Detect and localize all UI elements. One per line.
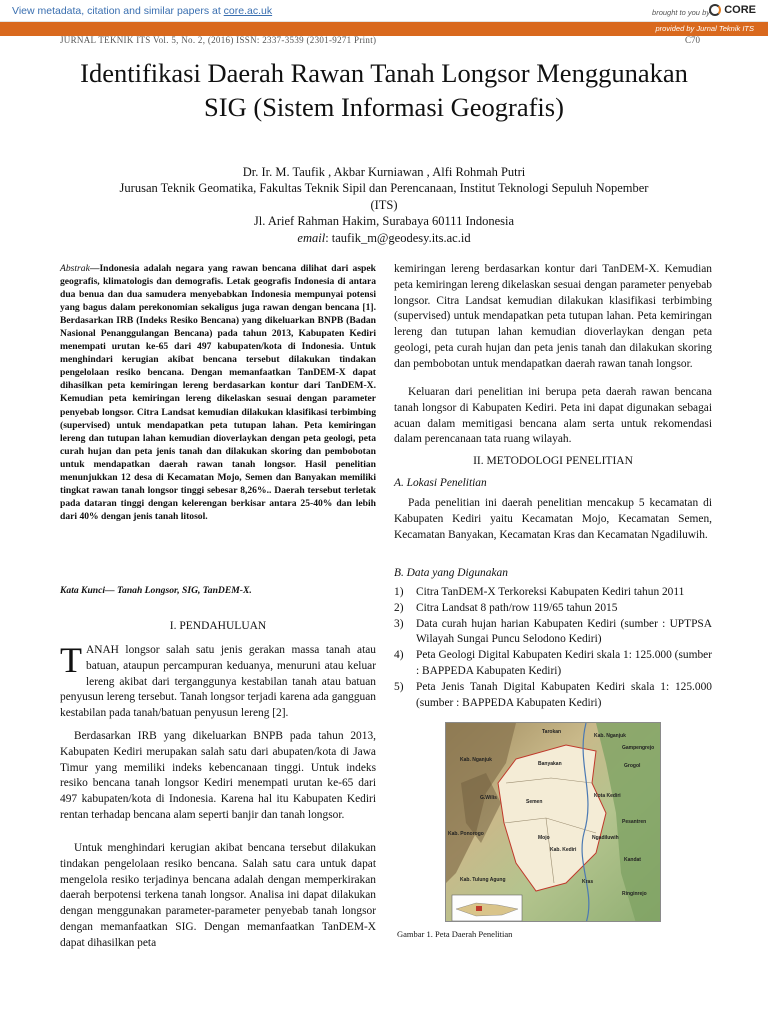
- paper-authors: Dr. Ir. M. Taufik , Akbar Kurniawan , Alfi Rohmah Putri: [242, 165, 526, 179]
- core-logo[interactable]: CORE: [709, 4, 756, 16]
- map-label: Mojo: [538, 835, 550, 841]
- paragraph-continued: kemiringan lereng berdasarkan kontur dari TanDEM-X. Kemudian peta kemiringan lereng dikelaskan sesuai dengan parameter penyebab longsor. Citra Landsat kemudian dilakukan klasifikasi terbimbing (supervised) untuk mendapatkan peta tutupan lahan. Peta kemiringan lereng dan tutupan lahan kemudian dioverlaykan dengan peta geologi, peta curah hujan dan peta jenis tanah dan dilakukan skoring dan pembobotan untuk mendapatkan daerah rawan tanah longsor.: [394, 263, 712, 370]
- map-label: Kras: [582, 879, 594, 885]
- figure-caption: Gambar 1. Peta Daerah Penelitian: [397, 929, 513, 939]
- provided-by-bar: [0, 22, 768, 36]
- list-item: 3) Data curah hujan harian Kabupaten Kediri (sumber : UPTPSA Wilayah Sungai Puncu Selodono Kediri): [394, 617, 712, 646]
- list-item: 5) Peta Jenis Tanah Digital Kabupaten Kediri skala 1: 125.000 (sumber : BAPPEDA Kabupaten Kediri): [394, 680, 712, 709]
- map-label: Kab. Nganjuk: [460, 757, 492, 763]
- map-label: Kota Kediri: [594, 793, 621, 799]
- section-heading-metodologi: II. METODOLOGI PENELITIAN: [473, 455, 633, 467]
- map-label: Gampengrejo: [622, 745, 655, 751]
- drop-cap: T: [60, 640, 82, 680]
- list-item: 2) Citra Landsat 8 path/row 119/65 tahun 2015: [394, 601, 618, 614]
- map-label: Semen: [526, 799, 543, 805]
- map-label: Pesantren: [622, 819, 647, 825]
- map-label: G.Wilis: [480, 795, 497, 801]
- core-banner: [0, 0, 768, 22]
- paper-email: email: taufik_m@geodesy.its.ac.id: [297, 231, 471, 245]
- paragraph-kerugian: Untuk menghindari kerugian akibat bencana tersebut dilakukan tindakan pengelolaan resiko bencana. Salah satu cara untuk dapat mengelola resiko terjadinya bencana adalah dengan memperkirakan daerah berpotensi terkena tanah longsor. Analisa ini dapat dilakukan dengan menggunakan parameter-parameter penyebab tanah longsor dengan memanfaatkan SIG. Dengan memanfaatkan TanDEM-X dapat dihasilkan peta: [60, 842, 376, 949]
- keywords: Kata Kunci— Tanah Longsor, SIG, TanDEM-X.: [60, 585, 252, 596]
- map-label: Kab. Nganjuk: [594, 733, 626, 739]
- map-label: Kandat: [624, 857, 641, 863]
- paragraph-intro: TANAH longsor salah satu jenis gerakan massa tanah atau batuan, ataupun percampuran keduanya, menuruni atau keluar lereng akibat dari terganggunya kestabilan tanah atau batuan penyusun lereng tersebut. Tanah longsor terjadi karena ada gangguan kestabilan pada tanah/batuan penyusun lereng [2].: [60, 640, 376, 720]
- paper-address: Jl. Arief Rahman Hakim, Surabaya 60111 Indonesia: [253, 214, 515, 228]
- paper-title: Identifikasi Daerah Rawan Tanah Longsor Menggunakan SIG (Sistem Informasi Geografis): [80, 58, 688, 122]
- journal-header: JURNAL TEKNIK ITS Vol. 5, No. 2, (2016) ISSN: 2337-3539 (2301-9271 Print): [60, 35, 377, 45]
- page-number: C70: [684, 35, 700, 45]
- provided-by-link[interactable]: provided by Jurnal Teknik ITS: [655, 24, 754, 33]
- paragraph-irb: Berdasarkan IRB yang dikeluarkan BNPB pada tahun 2013, Kabupaten Kediri merupakan salah satu dari abupaten/kota di Jawa Timur yang memiliki indeks kebencanaan tinggi. Untuk indeks resiko bencana tanah longsor Kediri menempati urutan ke-65 dari 497 kabupaten/kota di Indonesia. Karena hal itu Kabupaten Kediri rentan terhadap bencana alam seperti banjir dan tanah longsor.: [60, 730, 376, 821]
- core-logo-icon: [709, 4, 721, 16]
- section-heading-pendahuluan: I. PENDAHULUAN: [169, 620, 267, 632]
- brought-by-text: brought to you by: [652, 8, 710, 17]
- subsection-data: B. Data yang Digunakan: [394, 567, 508, 579]
- subsection-lokasi: A. Lokasi Penelitian: [394, 477, 487, 489]
- data-list: [394, 585, 712, 711]
- core-metadata-link[interactable]: View metadata, citation and similar papers at core.ac.uk: [12, 5, 273, 17]
- list-item: 1) Citra TanDEM-X Terkoreksi Kabupaten Kediri tahun 2011: [394, 586, 685, 598]
- paragraph-lokasi: Pada penelitian ini daerah penelitian mencakup 5 kecamatan di Kabupaten Kediri yaitu Kecamatan Mojo, Kecamatan Semen, Kecamatan Banyakan, Kecamatan Kras dan Kecamatan Ngadiluwih.: [394, 497, 712, 541]
- abstract: Abstrak—Indonesia adalah negara yang rawan bencana dilihat dari aspek geografis, klimatologis dan demografis. Letak geografis Indonesia di antara dua benua dan dua samudera menyebabkan Indonesia mempunyai potensi yang bagus dalam perekonomian sekaligus juga rawan dengan bencana [1]. Berdasarkan IRB (Indeks Resiko Bencana) yang dikeluarkan BNPB (Badan Nasional Penanggulangan Bencana) pada tahun 2013, Kabupaten Kediri menempati urutan ke-65 dari 497 kabupaten/kota di Indonesia. Untuk menghindari kerugian akibat bencana tersebut dilakukan tindakan pengelolaan resiko bencana. Dengan memanfaatkan TanDEM-X dapat dihasilkan peta kemiringan lereng berdasarkan kontur dari TanDEM-X. Kemudian peta kemiringan lereng dikelaskan sesuai dengan parameter penyebab longsor. Citra Landsat kemudian dilakukan klasifikasi terbimbing (supervised) untuk mendapatkan peta tutupan lahan. Peta kemiringan lereng dan tutupan lahan kemudian dioverlaykan dengan peta geologi, peta curah hujan dan peta jenis tanah dan dilakukan skoring dan pembobotan untuk mendapatkan daerah rawan tanah longsor. Hasil penelitian menunjukkan 12 desa di Kecamatan Mojo, Semen dan Banyakan memiliki tingkat rawan tanah longsor tinggi sebesar 8,26%.. Daerah tersebut terletak pada dataran tinggi dengan kelerengan berkisar antara 25-40% dan lebih dari 40% dengan jenis tanah litosol.: [60, 263, 376, 522]
- paper-affiliation: Jurusan Teknik Geomatika, Fakultas Teknik Sipil dan Perencanaan, Institut Teknologi Sepuluh Nopember (ITS): [119, 181, 649, 212]
- paragraph-keluaran: Keluaran dari penelitian ini berupa peta daerah rawan bencana tanah longsor di Kabupaten Kediri. Peta ini dapat digunakan sebagai acuan dalam memitigasi bencana alam serta untuk rekomendasi dalam perencanaan tata ruang wilayah.: [394, 386, 712, 446]
- map-label: Kab. Kediri: [550, 847, 577, 853]
- map-label: Ngadiluwih: [592, 835, 619, 841]
- list-item: 4) Peta Geologi Digital Kabupaten Kediri skala 1: 125.000 (sumber : BAPPEDA Kabupaten Kediri): [394, 649, 712, 677]
- map-label: Ringinrejo: [622, 891, 647, 897]
- map-label: Kab. Tulung Agung: [460, 877, 506, 883]
- map-label: Grogol: [624, 763, 641, 769]
- map-label: Banyakan: [538, 761, 562, 767]
- map-label: Tarokan: [542, 729, 562, 735]
- map-label: Kab. Ponorogo: [448, 831, 484, 837]
- study-area-map: [445, 722, 661, 922]
